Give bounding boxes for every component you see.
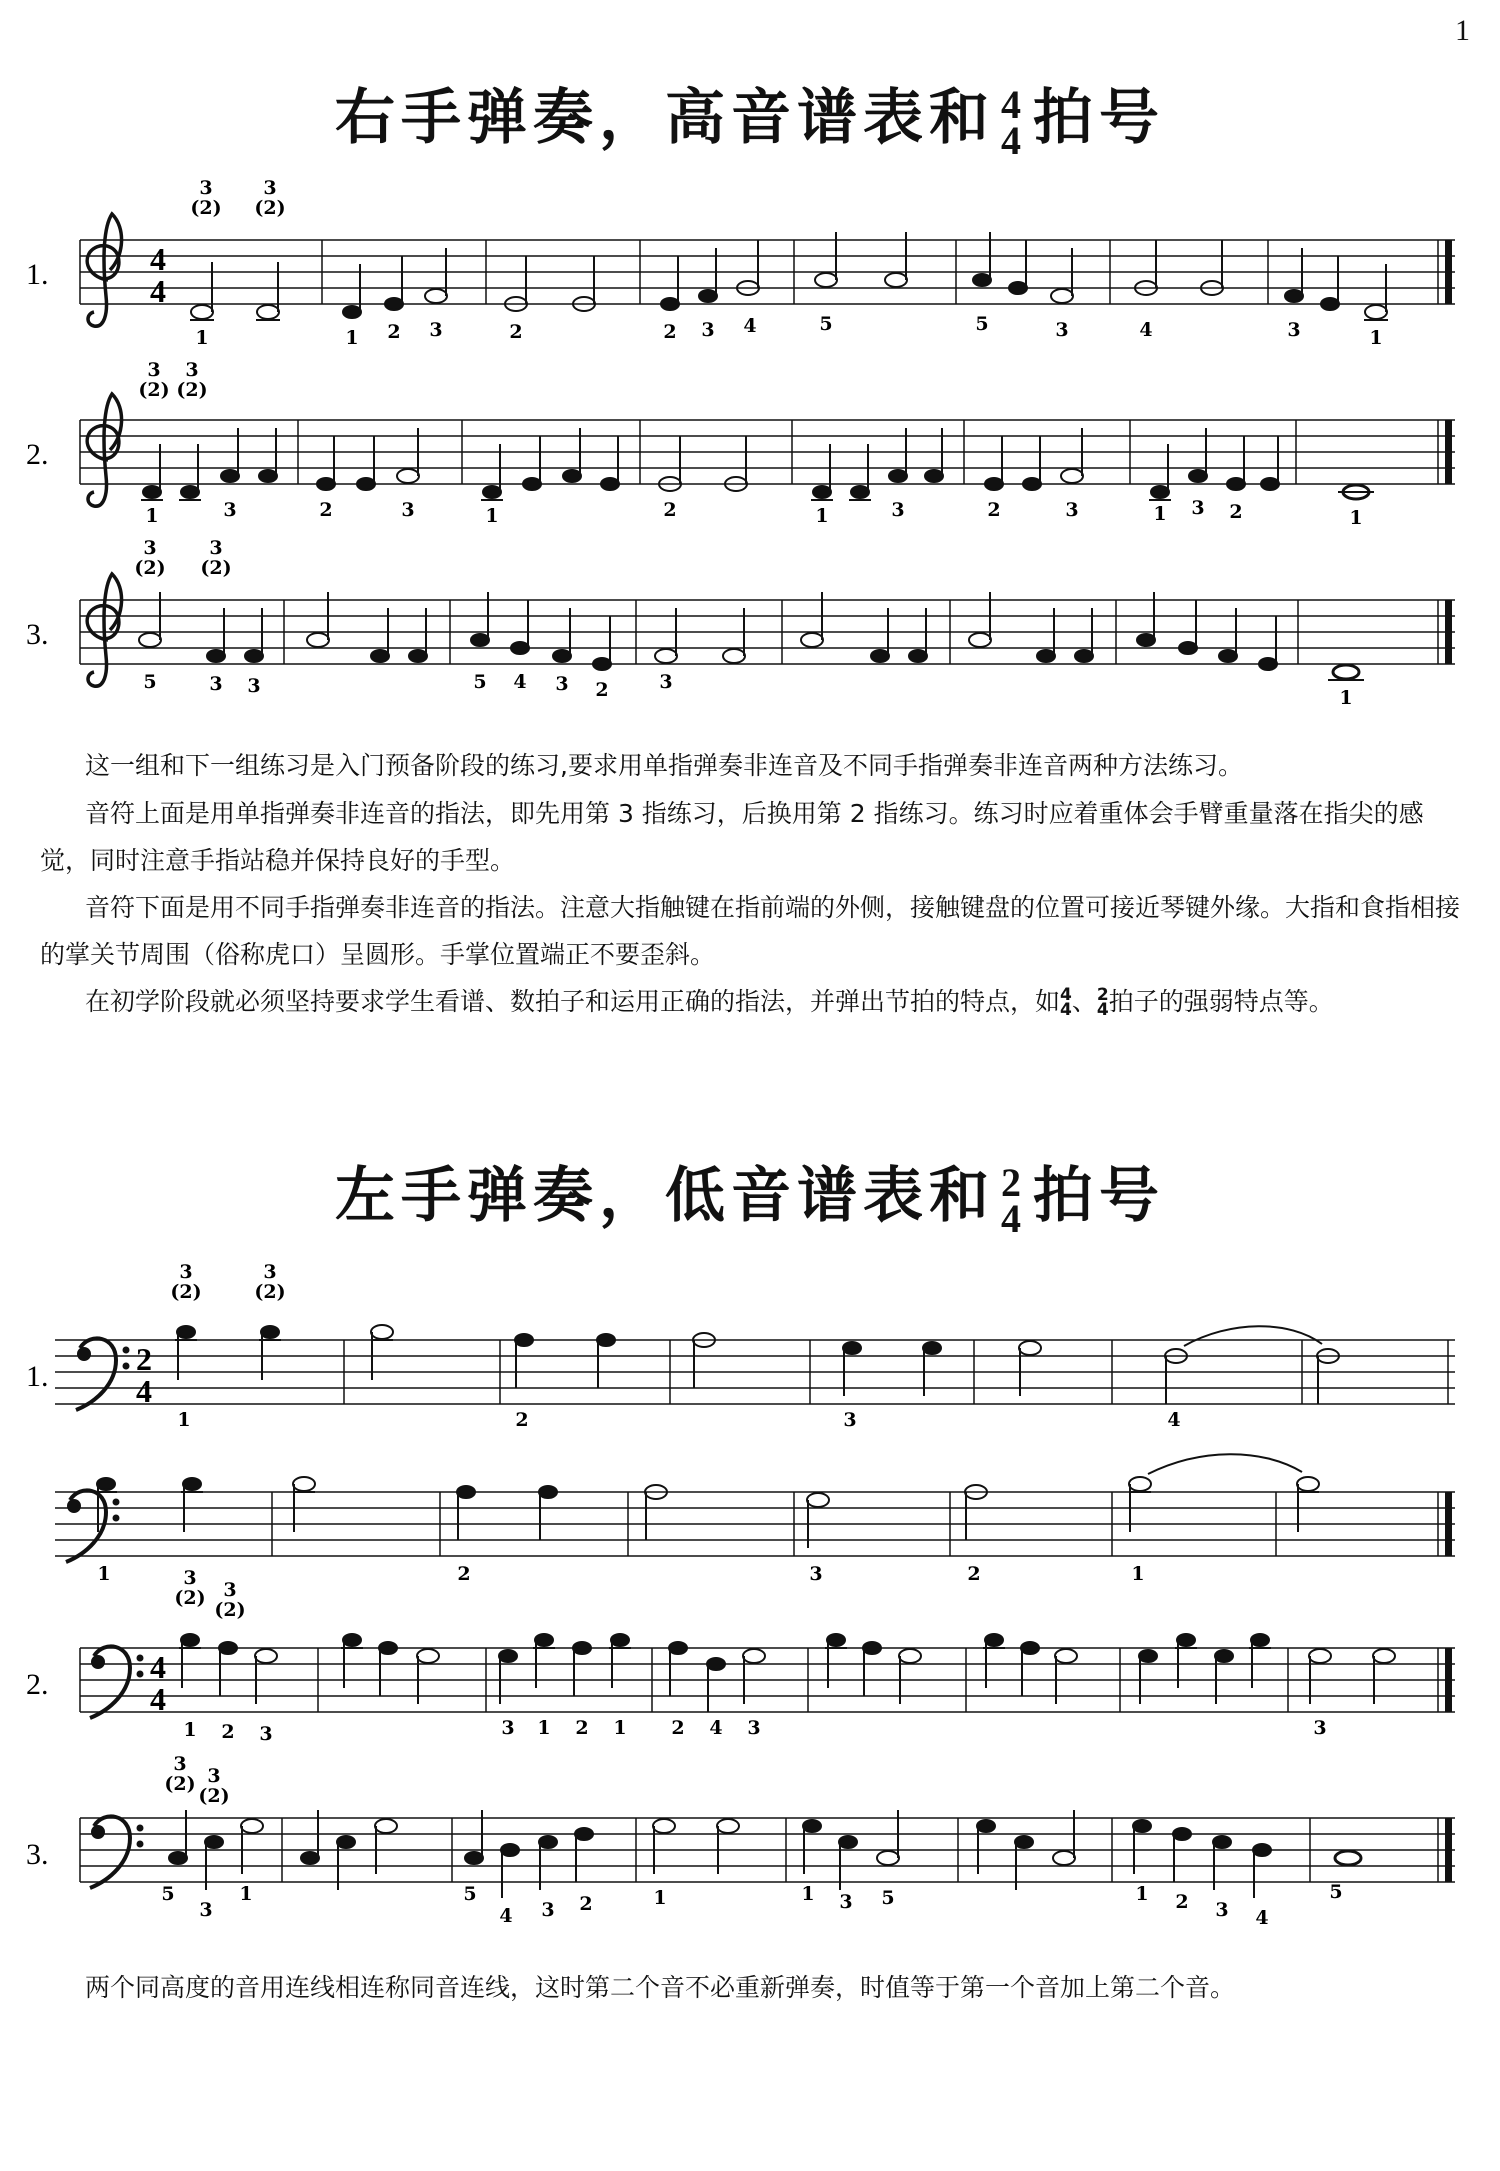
svg-text:4: 4 [709, 1717, 723, 1739]
svg-text:1: 1 [97, 1563, 111, 1585]
svg-text:1: 1 [195, 327, 209, 349]
svg-text:3: 3 [555, 673, 569, 695]
above-fingering [134, 537, 231, 579]
below-fingering [177, 1409, 1180, 1431]
below-fingering [143, 671, 1352, 709]
svg-text:2: 2 [1229, 501, 1243, 523]
svg-text:(2): (2) [254, 197, 286, 219]
title-text-before: 右手弹奏，高音谱表和 [335, 83, 995, 153]
svg-text:(2): (2) [200, 557, 232, 579]
time-sig-bottom: 4 [150, 1681, 166, 1717]
svg-text:3: 3 [891, 499, 905, 521]
bass-exercises [0, 1260, 1500, 1980]
svg-text:1: 1 [345, 327, 359, 349]
svg-text:3: 3 [659, 671, 673, 693]
svg-text:3: 3 [1065, 499, 1079, 521]
svg-text:4: 4 [513, 671, 527, 693]
svg-text:3: 3 [1287, 319, 1301, 341]
svg-text:2: 2 [319, 499, 333, 521]
svg-text:3: 3 [185, 359, 199, 381]
svg-text:1: 1 [1135, 1883, 1149, 1905]
svg-text:1: 1 [613, 1717, 627, 1739]
svg-text:1: 1 [1339, 687, 1353, 709]
below-fingering [183, 1717, 1326, 1745]
time-sig-top: 2 [136, 1341, 152, 1377]
time-sig-bottom: 4 [136, 1373, 152, 1409]
svg-text:(2): (2) [198, 1785, 230, 1807]
svg-text:(2): (2) [164, 1773, 196, 1795]
svg-text:3: 3 [209, 537, 223, 559]
bass-staff-1 [26, 1261, 1455, 1431]
notes [139, 592, 1364, 680]
svg-text:2: 2 [967, 1563, 981, 1585]
inline-time-sig-4-4: 4 4 [1060, 985, 1072, 1020]
title-time-signature: 2 4 [1001, 1159, 1027, 1241]
svg-text:5: 5 [463, 1883, 477, 1905]
svg-text:3: 3 [843, 1409, 857, 1431]
svg-text:3: 3 [1215, 1899, 1229, 1921]
title-text-after: 拍号 [1033, 1161, 1165, 1231]
svg-text:4: 4 [1139, 319, 1153, 341]
svg-text:2: 2 [457, 1563, 471, 1585]
paragraph-4: 在初学阶段就必须坚持要求学生看谱、数拍子和运用正确的指法，并弹出节拍的特点，如 4 4 、 2 4 拍子的强弱特点等。 [85, 985, 1334, 1020]
svg-text:(2): (2) [214, 1599, 246, 1621]
svg-text:1: 1 [801, 1883, 815, 1905]
notes [141, 428, 1374, 500]
svg-text:3: 3 [839, 1891, 853, 1913]
treble-staff-3 [26, 537, 1455, 709]
svg-text:3: 3 [541, 1899, 555, 1921]
svg-text:5: 5 [473, 671, 487, 693]
bass-staff-3 [26, 1753, 1455, 1929]
title-text-after: 拍号 [1033, 83, 1165, 153]
time-sig-top: 4 [150, 241, 166, 277]
svg-text:(2): (2) [170, 1281, 202, 1303]
svg-text:3: 3 [747, 1717, 761, 1739]
svg-text:2: 2 [575, 1717, 589, 1739]
below-fingering [97, 1563, 1144, 1585]
svg-text:1: 1 [653, 1887, 667, 1909]
svg-text:3: 3 [809, 1563, 823, 1585]
svg-text:3: 3 [259, 1723, 273, 1745]
svg-text:(2): (2) [190, 197, 222, 219]
paragraph-2: 音符上面是用单指弹奏非连音的指法，即先用第 3 指练习，后换用第 2 指练习。练习时应着重体会手臂重量落在指尖的感觉，同时注意手指站稳并保持良好的手型。 [40, 799, 1424, 875]
svg-text:3: 3 [173, 1753, 187, 1775]
above-fingering [190, 177, 285, 219]
svg-text:(2): (2) [138, 379, 170, 401]
svg-text:3: 3 [501, 1717, 515, 1739]
svg-text:3: 3 [1055, 319, 1069, 341]
section-title-bass [0, 1148, 1500, 1241]
svg-text:3: 3 [199, 1899, 213, 1921]
above-fingering [170, 1261, 285, 1303]
svg-text:5: 5 [143, 671, 157, 693]
title-time-signature: 4 4 [1001, 81, 1027, 163]
paragraph-1: 这一组和下一组练习是入门预备阶段的练习,要求用单指弹奏非连音及不同手指弹奏非连音两种方法练习。 [85, 751, 1243, 780]
svg-text:4: 4 [743, 315, 757, 337]
svg-text:2: 2 [221, 1721, 235, 1743]
notes [190, 232, 1388, 320]
svg-text:3: 3 [401, 499, 415, 521]
svg-text:1: 1 [239, 1883, 253, 1905]
svg-text:2: 2 [515, 1409, 529, 1431]
staff-label: 1. [26, 258, 49, 291]
svg-text:3: 3 [199, 177, 213, 199]
paragraph-3: 音符下面是用不同手指弹奏非连音的指法。注意大指触键在指前端的外侧，接触键盘的位置可接近琴键外缘。大指和食指相接的掌关节周围（俗称虎口）呈圆形。手掌位置端正不要歪斜。 [40, 893, 1461, 969]
svg-text:5: 5 [881, 1887, 895, 1909]
svg-text:1: 1 [1153, 503, 1167, 525]
svg-text:2: 2 [663, 499, 677, 521]
svg-text:1: 1 [485, 505, 499, 527]
notes [175, 1325, 1339, 1404]
notes [179, 1634, 1395, 1712]
svg-text:5: 5 [1329, 1881, 1343, 1903]
svg-text:1: 1 [183, 1719, 197, 1741]
svg-text:4: 4 [1167, 1409, 1181, 1431]
svg-text:2: 2 [1175, 1891, 1189, 1913]
notes [169, 1810, 1361, 1898]
svg-text:1: 1 [1349, 507, 1363, 529]
svg-text:4: 4 [499, 1905, 513, 1927]
staff-label: 1. [26, 1360, 49, 1393]
staff-label: 3. [26, 618, 49, 651]
svg-text:1: 1 [1131, 1563, 1145, 1585]
svg-text:2: 2 [387, 321, 401, 343]
above-fingering [164, 1753, 229, 1807]
above-fingering [138, 359, 207, 401]
svg-text:3: 3 [1191, 497, 1205, 519]
svg-text:3: 3 [183, 1567, 197, 1589]
svg-text:3: 3 [209, 673, 223, 695]
notes [95, 1477, 1319, 1548]
svg-text:4: 4 [1255, 1907, 1269, 1929]
svg-text:2: 2 [509, 321, 523, 343]
svg-text:(2): (2) [134, 557, 166, 579]
svg-text:3: 3 [143, 537, 157, 559]
svg-text:(2): (2) [254, 1281, 286, 1303]
svg-text:1: 1 [1369, 327, 1383, 349]
svg-text:1: 1 [177, 1409, 191, 1431]
svg-text:5: 5 [975, 313, 989, 335]
page-number: 1 [1455, 14, 1470, 47]
svg-text:3: 3 [701, 319, 715, 341]
svg-text:3: 3 [207, 1765, 221, 1787]
svg-text:2: 2 [595, 679, 609, 701]
bass-staff-1-continued [55, 1454, 1455, 1585]
time-sig-bottom: 4 [150, 273, 166, 309]
treble-staff-2 [26, 359, 1455, 529]
svg-text:3: 3 [179, 1261, 193, 1283]
svg-text:1: 1 [145, 505, 159, 527]
svg-text:5: 5 [161, 1883, 175, 1905]
svg-text:(2): (2) [176, 379, 208, 401]
svg-text:3: 3 [223, 499, 237, 521]
below-fingering [195, 313, 1382, 349]
svg-text:5: 5 [819, 313, 833, 335]
staff-label: 3. [26, 1838, 49, 1871]
treble-exercises [0, 160, 1500, 720]
svg-text:1: 1 [537, 1717, 551, 1739]
section-title-treble [0, 70, 1500, 163]
above-fingering [174, 1567, 245, 1621]
svg-text:3: 3 [1313, 1717, 1327, 1739]
treble-staff-1 [26, 177, 1455, 349]
svg-text:3: 3 [147, 359, 161, 381]
staff-label: 2. [26, 438, 49, 471]
time-sig-top: 4 [150, 1649, 166, 1685]
below-fingering [145, 497, 1362, 529]
svg-text:(2): (2) [174, 1587, 206, 1609]
staff-label: 2. [26, 1668, 49, 1701]
title-text-before: 左手弹奏，低音谱表和 [335, 1161, 995, 1231]
svg-text:3: 3 [263, 1261, 277, 1283]
tie [1148, 1454, 1302, 1474]
svg-text:2: 2 [663, 321, 677, 343]
svg-text:3: 3 [223, 1579, 237, 1601]
svg-text:1: 1 [815, 505, 829, 527]
svg-text:2: 2 [987, 499, 1001, 521]
bass-staff-2 [26, 1567, 1455, 1745]
svg-text:2: 2 [671, 1717, 685, 1739]
svg-text:3: 3 [263, 177, 277, 199]
svg-text:2: 2 [579, 1893, 593, 1915]
svg-text:3: 3 [429, 319, 443, 341]
inline-time-sig-2-4: 2 4 [1096, 985, 1109, 1020]
svg-text:3: 3 [247, 675, 261, 697]
tie-explanation: 两个同高度的音用连线相连称同音连线，这时第二个音不必重新弹奏，时值等于第一个音加上第二个音。 [85, 1973, 1236, 2002]
